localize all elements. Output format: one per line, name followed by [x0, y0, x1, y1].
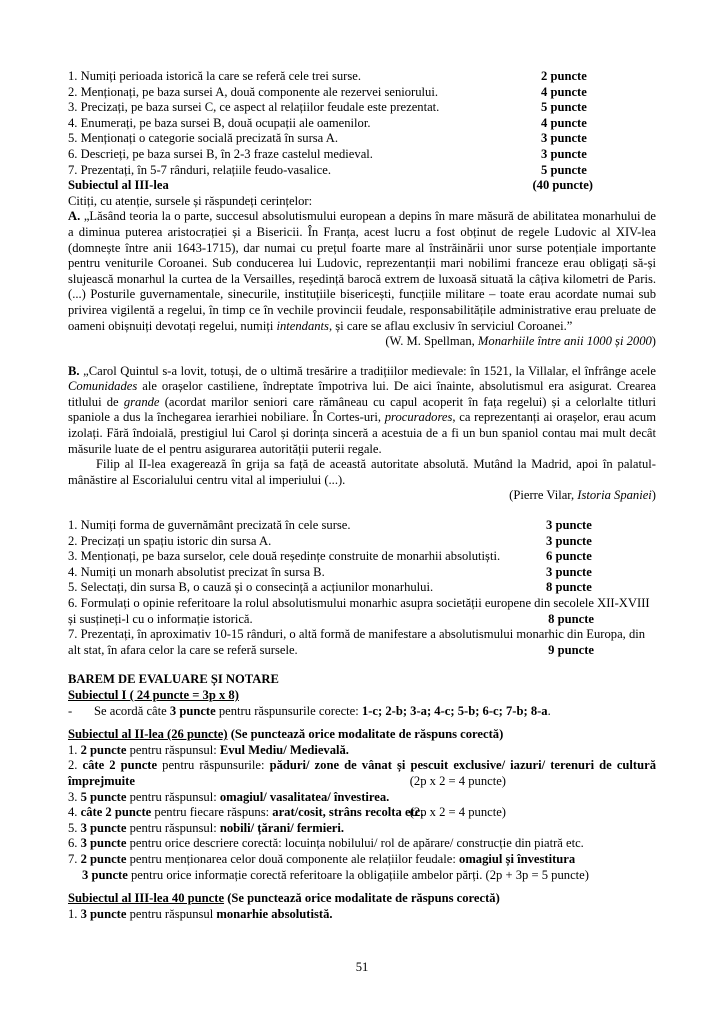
source-a-author: (W. M. Spellman,	[385, 334, 475, 349]
barem-item-text: pentru răspunsul:	[129, 742, 217, 757]
barem-s2-item-7b-text: pentru orice informație corectă referitoare la obligațiile ambelor părți. (2p + 3p = 5 puncte)	[131, 867, 589, 882]
subject-2-questions	[68, 69, 656, 178]
barem-item-answer: omagiul și învestitura	[459, 851, 576, 866]
source-b-comunidades: Comunidades	[68, 379, 138, 394]
source-b-part-c: (acordat marilor seniori care rămâneau cu capul acoperit în fața regelui) și a celorlalte titluri spaniole a dus la închegarea ierarhiei nobiliare. În Cortes-uri,	[68, 394, 657, 425]
barem-s1-end: .	[547, 703, 551, 718]
question-6-points: 8 puncte	[548, 611, 594, 626]
barem-item-points: 3 puncte	[80, 836, 127, 851]
question-6	[68, 596, 656, 627]
question-text: 6. Descrieți, pe baza sursei B, în 2-3 fraze castelul medieval.	[68, 146, 373, 161]
barem-s1-text-a: Se acordă câte	[94, 703, 167, 718]
barem-s3-item-1-points: 3 puncte	[80, 906, 127, 921]
source-a-term: intendants	[276, 318, 329, 333]
question-points: 3 puncte	[546, 564, 592, 579]
barem-s3-item-1-answer: monarhie absolutistă.	[216, 906, 333, 921]
question-row	[68, 69, 656, 85]
barem-s2-item	[68, 743, 656, 759]
barem-item-points: 2 puncte	[80, 742, 127, 757]
barem-s3-note: (Se punctează orice modalitate de răspuns corectă)	[227, 891, 500, 906]
barem-item-num: 5.	[68, 820, 78, 835]
barem-item-score: (2p x 2 = 4 puncte)	[409, 773, 506, 788]
source-b-procuradores: procuradores	[384, 410, 453, 425]
barem-item-points: câte 2 puncte	[80, 805, 152, 820]
source-b-close: )	[651, 488, 656, 503]
barem-s2-item	[68, 836, 656, 852]
question-row	[68, 163, 656, 179]
barem-item-answer: păduri/ zone de vânat și pescuit exclusive/ iazuri/ terenuri de cultură împrejmuite	[68, 758, 657, 788]
source-a-label: A.	[68, 209, 81, 224]
source-a-end: , și care se aflau exclusiv în serviciul Coroanei.”	[328, 318, 573, 333]
barem-s1-line	[68, 704, 656, 720]
barem-item-num: 4.	[68, 805, 78, 820]
source-b-part-b: ale orașelor castiliene, îndreptate împotriva lui. De aici înainte, absolutismul era asigurat. Crearea titlului de	[68, 379, 656, 409]
barem-s2-item-7b	[68, 868, 656, 884]
question-points: 8 puncte	[546, 580, 592, 595]
barem-item-text: pentru răspunsurile:	[162, 758, 265, 773]
source-b-book: Istoria Spaniei	[577, 488, 652, 503]
barem-item-answer: omagiul/ vasalitatea/ învestirea.	[219, 789, 390, 804]
barem-item-num: 3.	[68, 789, 78, 804]
source-a-book: Monarhiile între anii 1000 și 2000	[477, 334, 652, 349]
question-row	[68, 549, 656, 565]
page-number: 51	[355, 960, 369, 974]
barem-item-points: 5 puncte	[80, 789, 127, 804]
question-row	[68, 534, 656, 550]
question-points: 3 puncte	[541, 131, 587, 146]
question-text: 4. Numiți un monarh absolutist precizat în sursa B.	[68, 564, 325, 579]
source-a-close: )	[651, 334, 656, 349]
source-b-paragraph-2: Filip al II-lea exagerează în grija sa față de această autoritate absolută. Mutând la Madrid, apoi în palatul-mânăstire al Escorialului centru vital al imperiului (...).	[68, 457, 656, 487]
source-b-author: (Pierre Vilar,	[509, 488, 575, 503]
question-7-text: 7. Prezentați, în aproximativ 10-15 rânduri, o altă formă de manifestare a absolutismului monarhic din Europa, din alt stat, în afara celor la care se referă sursele.	[68, 627, 646, 657]
subject-3-total: (40 puncte)	[532, 178, 593, 193]
source-a-text: „Lăsând teoria la o parte, succesul absolutismului european a depins în mare măsură de abilitatea monarhului de a diminua puterea aristocrației și a Bisericii. În Franța, acest lucru a fost obținut de regele Ludovic al XIV-lea (domnește între anii 1643-1715), dar numai cu prețul foarte mare al înstrăinării unor surse potențiale importante pentru veniturile Coroanei. Sub conducerea lui Ludovic, reprezentanții mari nobilimi franceze erau obligați să-și slujească monarhul la curtea de la Versailles, reședință barocă extrem de luxoasă situată la câțiva kilometri de Paris. (...) Posturile guvernamentale, sinecurile, instituțiile bisericești, funcțiile militare – toate erau acordate numai sub privirea vigilentă a regelui, în timp ce în vechile provincii feudale, responsabilitățile administrative erau preluate de oameni obișnuiți devotați regelui, numiți	[68, 209, 656, 333]
barem-item-answer: arat/cosit, strâns recolta etc.	[272, 805, 424, 820]
barem-s2-title	[68, 727, 656, 743]
barem-s1-text-c: pentru răspunsurile corecte:	[218, 703, 359, 718]
question-6-text: 6. Formulați o opinie referitoare la rolul absolutismului monarhic asupra societății europene din secolele XII-XVIII și susțineți-l cu o informație istorică.	[68, 596, 650, 626]
barem-s2-item	[68, 821, 656, 837]
barem-s3-title-text: Subiectul al III-lea 40 puncte	[68, 891, 225, 906]
question-points: 3 puncte	[546, 533, 592, 548]
question-row	[68, 131, 656, 147]
barem-item-text: pentru fiecare răspuns:	[154, 805, 270, 820]
barem-item-text: pentru menționarea celor două componente ale relațiilor feudale:	[129, 851, 456, 866]
barem-s3-title	[68, 891, 656, 907]
question-text: 3. Precizați, pe baza sursei C, ce aspect al relațiilor feudale este prezentat.	[68, 100, 440, 115]
question-points: 3 puncte	[541, 146, 587, 161]
subject-3-title: Subiectul al III-lea	[68, 178, 169, 193]
barem-s2-list	[68, 743, 656, 868]
question-text: 3. Menționați, pe baza surselor, cele două reședințe construite de monarhii absolutiști.	[68, 549, 501, 564]
barem-s2-note: (Se punctează orice modalitate de răspuns corectă)	[230, 727, 504, 742]
question-points: 4 puncte	[541, 84, 587, 99]
barem-s2-item	[68, 852, 656, 868]
subject-3-questions	[68, 518, 656, 596]
question-points: 4 puncte	[541, 115, 587, 130]
question-points: 2 puncte	[541, 69, 587, 83]
source-b-part-d: , ca reprezentanți ai orașelor, erau acum izolați. Fără îndoială, prestigiul lui Carol și dorința sinceră a acestuia de a fi un bun spaniol contau mai mult decât măsurile luate de el pentru asigurarea autorității puterii regale.	[68, 410, 656, 456]
barem-item-answer: nobili/ țărani/ fermieri.	[219, 820, 345, 835]
barem-item-num: 1.	[68, 742, 78, 757]
barem-s1-dash: -	[68, 703, 73, 718]
barem-item-text: pentru răspunsul:	[129, 820, 217, 835]
barem-s1-text-b: 3 puncte	[169, 703, 216, 718]
barem-s3-item-1-mid: pentru răspunsul	[129, 906, 214, 921]
barem-item-score: (2p x 2 = 4 puncte)	[409, 805, 506, 820]
source-b-grande: grande	[123, 394, 160, 409]
question-7	[68, 627, 656, 658]
question-row	[68, 85, 656, 101]
barem-s1-title-text: Subiectul I ( 24 puncte = 3p x 8)	[68, 687, 239, 702]
source-b	[68, 364, 656, 458]
question-row	[68, 565, 656, 581]
barem-title: BAREM DE EVALUARE ȘI NOTARE	[68, 672, 279, 687]
barem-s1-title	[68, 688, 656, 704]
question-text: 2. Menționați, pe baza sursei A, două componente ale rezervei seniorului.	[68, 84, 438, 99]
source-b-label: B.	[68, 363, 80, 378]
barem-item-text: pentru răspunsul:	[129, 789, 217, 804]
question-text: 2. Precizați un spațiu istoric din sursa A.	[68, 533, 272, 548]
subject-3-header	[68, 178, 656, 194]
barem-s2-item	[68, 790, 656, 806]
barem-s2-title-text: Subiectul al II-lea (26 puncte)	[68, 727, 228, 742]
question-text: 5. Selectați, din sursa B, o cauză și o consecință a acțiunilor monarhului.	[68, 580, 434, 595]
question-points: 5 puncte	[541, 162, 587, 177]
document-page	[68, 69, 656, 922]
barem-item-points: câte 2 puncte	[82, 758, 158, 773]
barem-item-num: 2.	[68, 758, 78, 773]
barem-item-answer: Evul Mediu/ Medievală.	[219, 742, 349, 757]
barem-s1-answers: 1-c; 2-b; 3-a; 4-c; 5-b; 6-c; 7-b; 8-a	[361, 703, 548, 718]
question-points: 3 puncte	[546, 518, 592, 533]
question-row	[68, 100, 656, 116]
question-row	[68, 518, 656, 534]
barem-item-points: 3 puncte	[80, 820, 127, 835]
question-points: 6 puncte	[546, 549, 592, 564]
source-b-part-a: „Carol Quintul s-a lovit, totuși, de o ultimă tresărire a tradițiilor medievale: în 1521, la Villalar, el înfrânge acele	[83, 363, 657, 378]
barem-s2-item-7b-points: 3 puncte	[82, 867, 128, 882]
question-points: 5 puncte	[541, 100, 587, 115]
question-text: 1. Numiți perioada istorică la care se referă cele trei surse.	[68, 69, 362, 83]
barem-s2-item	[68, 805, 656, 821]
source-b-citation	[68, 488, 656, 504]
question-text: 5. Menționați o categorie socială precizată în sursa A.	[68, 131, 338, 146]
question-text: 4. Enumerați, pe baza sursei B, două ocupații ale oamenilor.	[68, 115, 371, 130]
question-text: 7. Prezentați, în 5-7 rânduri, relațiile feudo-vasalice.	[68, 162, 331, 177]
barem-item-points: 2 puncte	[80, 851, 127, 866]
question-7-points: 9 puncte	[548, 642, 594, 657]
barem-item-text: pentru orice descriere corectă: locuința nobilului/ rol de apărare/ construcție din piatră etc.	[129, 836, 584, 851]
question-row	[68, 147, 656, 163]
barem-item-num: 6.	[68, 836, 78, 851]
barem-s3-item-1	[68, 907, 656, 923]
source-a-citation	[68, 334, 656, 350]
question-row	[68, 580, 656, 596]
question-row	[68, 116, 656, 132]
barem-s2-item	[68, 758, 656, 789]
barem-item-num: 7.	[68, 851, 78, 866]
question-text: 1. Numiți forma de guvernământ precizată în cele surse.	[68, 518, 351, 533]
instruction: Citiți, cu atenție, sursele și răspundeți cerințelor:	[68, 193, 313, 208]
source-a	[68, 209, 656, 334]
barem-s3-item-1-num: 1.	[68, 906, 78, 921]
